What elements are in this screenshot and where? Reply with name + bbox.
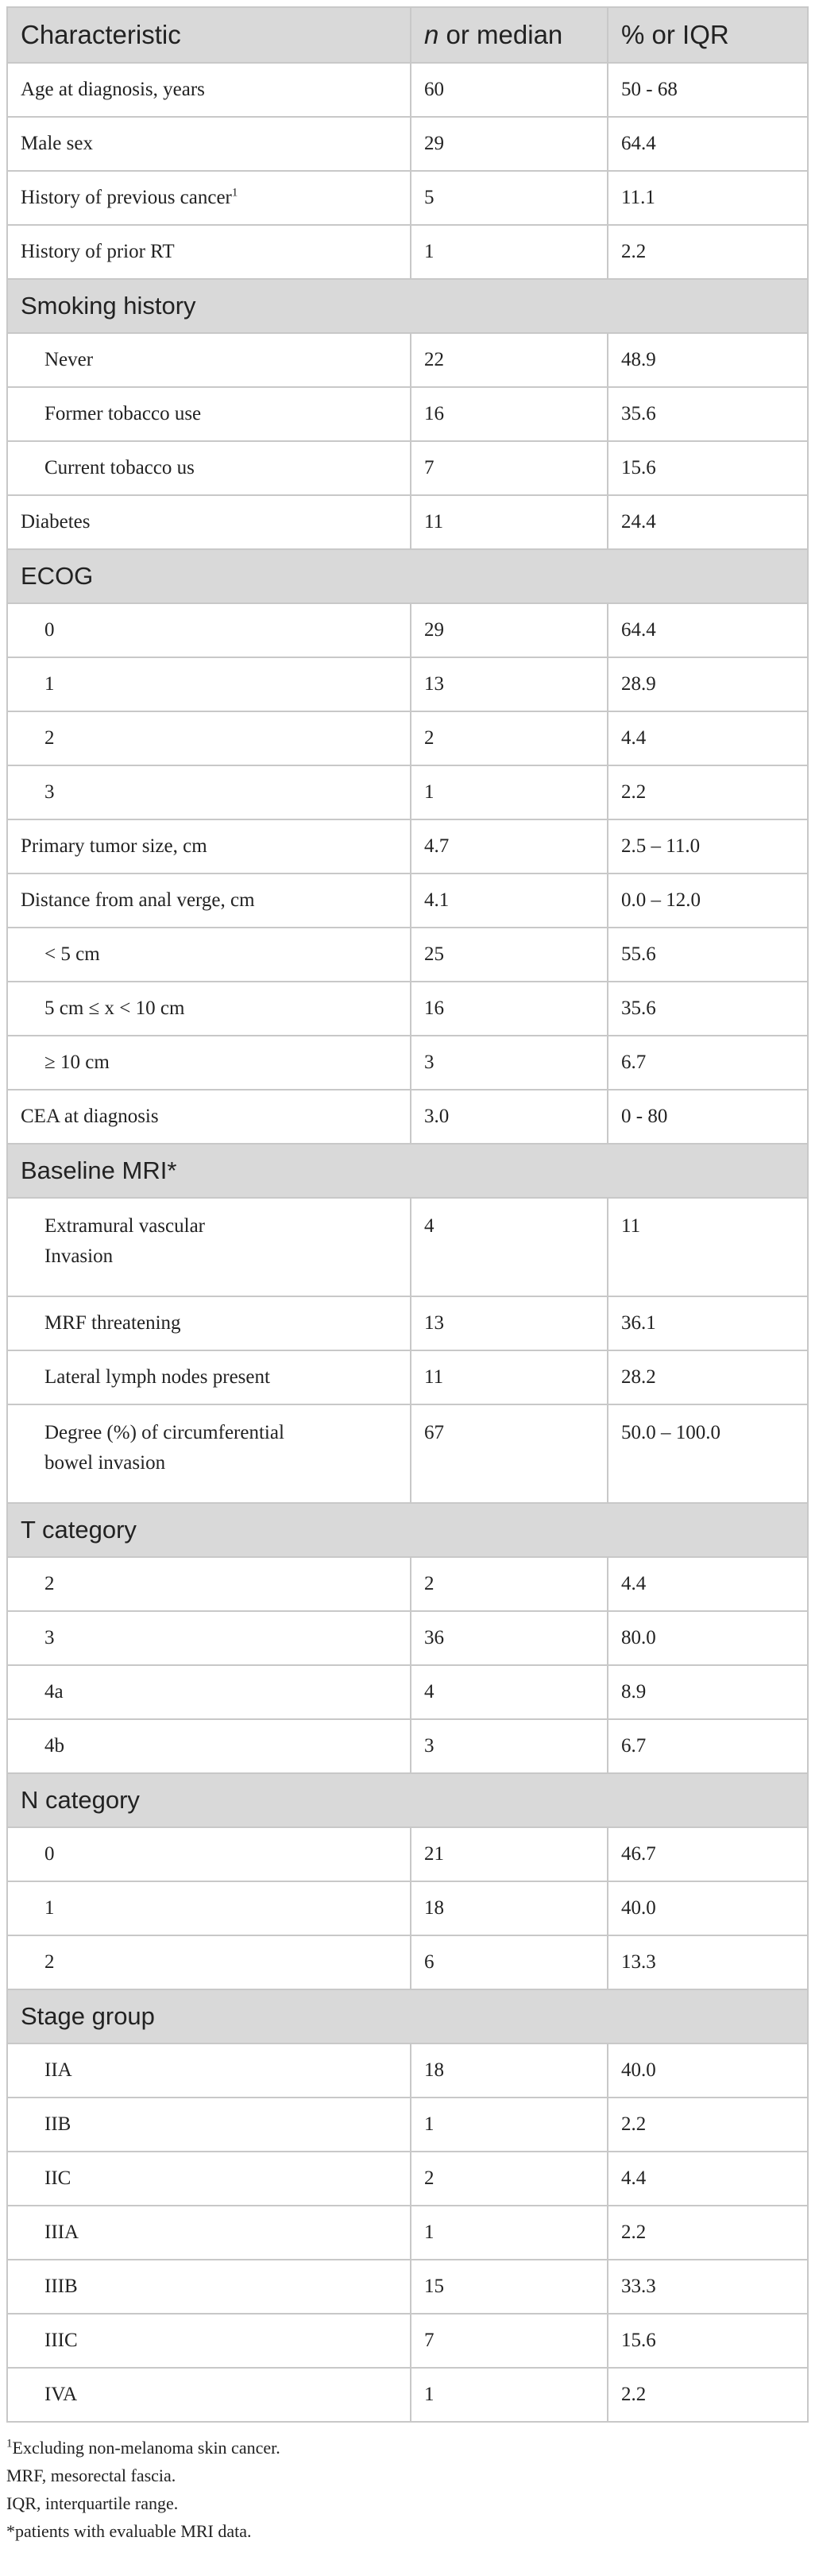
table-row <box>7 2206 808 2260</box>
row-n: 15 <box>411 2260 608 2314</box>
section-smoking-history: Smoking history <box>7 279 808 333</box>
row-pct: 24.4 <box>608 495 808 549</box>
row-pct: 15.6 <box>608 441 808 495</box>
row-label-line1: Degree (%) of circumferential <box>44 1422 284 1443</box>
row-n: 2 <box>411 711 608 765</box>
row-label: Lateral lymph nodes present <box>7 1350 411 1404</box>
row-n: 13 <box>411 1296 608 1350</box>
row-n: 21 <box>411 1827 608 1881</box>
table-row <box>7 819 808 874</box>
table-row <box>7 1350 808 1404</box>
section-header-row <box>7 1989 808 2043</box>
row-label: MRF threatening <box>7 1296 411 1350</box>
table-row <box>7 2314 808 2368</box>
row-n: 4.7 <box>411 819 608 874</box>
row-label: 0 <box>7 1827 411 1881</box>
row-pct: 40.0 <box>608 2043 808 2098</box>
row-n: 2 <box>411 1557 608 1611</box>
row-pct: 36.1 <box>608 1296 808 1350</box>
row-n: 29 <box>411 603 608 657</box>
row-n: 11 <box>411 495 608 549</box>
section-header-row <box>7 1773 808 1827</box>
section-n-category: N category <box>7 1773 808 1827</box>
table-row <box>7 1404 808 1503</box>
row-label: 2 <box>7 1557 411 1611</box>
row-n: 2 <box>411 2152 608 2206</box>
row-pct: 48.9 <box>608 333 808 387</box>
row-pct: 2.2 <box>608 765 808 819</box>
row-pct: 35.6 <box>608 982 808 1036</box>
row-pct: 55.6 <box>608 928 808 982</box>
table-row <box>7 874 808 928</box>
row-label: Never <box>7 333 411 387</box>
table-row <box>7 2152 808 2206</box>
row-pct: 6.7 <box>608 1036 808 1090</box>
row-pct: 64.4 <box>608 603 808 657</box>
row-pct: 40.0 <box>608 1881 808 1935</box>
table-row <box>7 928 808 982</box>
row-n: 7 <box>411 2314 608 2368</box>
row-n: 1 <box>411 765 608 819</box>
row-n: 1 <box>411 2206 608 2260</box>
header-n-or-median <box>411 7 608 63</box>
row-label: 1 <box>7 657 411 711</box>
row-label-cell <box>7 171 411 225</box>
row-label-line2: Invasion <box>44 1245 114 1267</box>
row-n: 11 <box>411 1350 608 1404</box>
table-row <box>7 2098 808 2152</box>
row-n: 67 <box>411 1404 608 1503</box>
row-label: 3 <box>7 765 411 819</box>
table-row <box>7 1296 808 1350</box>
row-label-line2: bowel invasion <box>44 1452 166 1474</box>
table-row <box>7 1557 808 1611</box>
header-pct-or-iqr: % or IQR <box>608 7 808 63</box>
row-label: 4b <box>7 1719 411 1773</box>
row-n: 3 <box>411 1036 608 1090</box>
row-label: 0 <box>7 603 411 657</box>
row-pct: 6.7 <box>608 1719 808 1773</box>
table-row <box>7 1090 808 1144</box>
row-n: 1 <box>411 225 608 279</box>
row-pct: 8.9 <box>608 1665 808 1719</box>
row-pct: 64.4 <box>608 117 808 171</box>
table-row <box>7 982 808 1036</box>
row-label: 2 <box>7 1935 411 1989</box>
table-row <box>7 765 808 819</box>
table-row <box>7 1036 808 1090</box>
row-pct: 50.0 – 100.0 <box>608 1404 808 1503</box>
row-label: < 5 cm <box>7 928 411 982</box>
table-row <box>7 603 808 657</box>
table-row <box>7 225 808 279</box>
table-row <box>7 117 808 171</box>
row-label: IIB <box>7 2098 411 2152</box>
row-label: 4a <box>7 1665 411 1719</box>
table-row <box>7 1665 808 1719</box>
row-n: 7 <box>411 441 608 495</box>
row-n: 60 <box>411 63 608 117</box>
row-pct: 15.6 <box>608 2314 808 2368</box>
section-t-category: T category <box>7 1503 808 1557</box>
row-label-cell <box>7 1404 411 1503</box>
section-header-row <box>7 549 808 603</box>
header-characteristic: Characteristic <box>7 7 411 63</box>
table-row <box>7 1719 808 1773</box>
row-label: Distance from anal verge, cm <box>7 874 411 928</box>
row-label-cell <box>7 1198 411 1296</box>
row-pct: 46.7 <box>608 1827 808 1881</box>
row-label: IIIB <box>7 2260 411 2314</box>
footnote-marker: 1 <box>231 186 238 199</box>
row-n: 3 <box>411 1719 608 1773</box>
table-row <box>7 441 808 495</box>
row-label: IIIA <box>7 2206 411 2260</box>
section-header-row <box>7 279 808 333</box>
row-pct: 11.1 <box>608 171 808 225</box>
row-pct: 13.3 <box>608 1935 808 1989</box>
row-n: 1 <box>411 2098 608 2152</box>
row-pct: 11 <box>608 1198 808 1296</box>
row-label: IIIC <box>7 2314 411 2368</box>
row-label: Primary tumor size, cm <box>7 819 411 874</box>
table-row <box>7 2368 808 2422</box>
row-label: 3 <box>7 1611 411 1665</box>
row-pct: 50 - 68 <box>608 63 808 117</box>
row-n: 29 <box>411 117 608 171</box>
row-n: 3.0 <box>411 1090 608 1144</box>
footnote-1-marker: 1 <box>6 2437 13 2450</box>
table-row <box>7 2043 808 2098</box>
row-label: 1 <box>7 1881 411 1935</box>
row-label: History of previous cancer <box>21 187 232 208</box>
row-n: 4 <box>411 1665 608 1719</box>
section-baseline-mri: Baseline MRI* <box>7 1144 808 1198</box>
row-n: 25 <box>411 928 608 982</box>
footnote-4: *patients with evaluable MRI data. <box>6 2521 252 2541</box>
row-pct: 4.4 <box>608 1557 808 1611</box>
row-pct: 28.9 <box>608 657 808 711</box>
row-label: IVA <box>7 2368 411 2422</box>
footnote-1-text: Excluding non-melanoma skin cancer. <box>12 2438 280 2458</box>
table-row <box>7 63 808 117</box>
row-n: 6 <box>411 1935 608 1989</box>
row-n: 5 <box>411 171 608 225</box>
section-header-row <box>7 1503 808 1557</box>
section-stage-group: Stage group <box>7 1989 808 2043</box>
row-n: 22 <box>411 333 608 387</box>
row-pct: 4.4 <box>608 2152 808 2206</box>
row-label: IIC <box>7 2152 411 2206</box>
row-n: 1 <box>411 2368 608 2422</box>
row-pct: 2.2 <box>608 2206 808 2260</box>
row-label: Former tobacco use <box>7 387 411 441</box>
row-label: ≥ 10 cm <box>7 1036 411 1090</box>
row-label: CEA at diagnosis <box>7 1090 411 1144</box>
row-label: Current tobacco us <box>7 441 411 495</box>
section-header-row <box>7 1144 808 1198</box>
table-row <box>7 1827 808 1881</box>
table-row <box>7 1198 808 1296</box>
row-pct: 80.0 <box>608 1611 808 1665</box>
header-n-italic: n <box>424 20 439 49</box>
row-label: Diabetes <box>7 495 411 549</box>
table-row <box>7 333 808 387</box>
row-label: IIA <box>7 2043 411 2098</box>
table-row <box>7 2260 808 2314</box>
row-n: 13 <box>411 657 608 711</box>
table-row <box>7 711 808 765</box>
header-n-rest: or median <box>438 20 563 49</box>
row-pct: 0.0 – 12.0 <box>608 874 808 928</box>
row-label: 2 <box>7 711 411 765</box>
table-row <box>7 657 808 711</box>
row-pct: 2.2 <box>608 2098 808 2152</box>
footnote-1 <box>6 2434 807 2462</box>
footnote-2: MRF, mesorectal fascia. <box>6 2466 176 2485</box>
row-n: 18 <box>411 1881 608 1935</box>
row-label: 5 cm ≤ x < 10 cm <box>7 982 411 1036</box>
table-row <box>7 387 808 441</box>
row-n: 36 <box>411 1611 608 1665</box>
row-n: 18 <box>411 2043 608 2098</box>
row-pct: 35.6 <box>608 387 808 441</box>
row-pct: 0 - 80 <box>608 1090 808 1144</box>
row-n: 4.1 <box>411 874 608 928</box>
table-footnotes <box>6 2434 807 2545</box>
row-pct: 2.5 – 11.0 <box>608 819 808 874</box>
row-pct: 28.2 <box>608 1350 808 1404</box>
row-label-line1: Extramural vascular <box>44 1215 205 1237</box>
row-label: Male sex <box>7 117 411 171</box>
table-row <box>7 171 808 225</box>
characteristics-table <box>6 6 809 2423</box>
row-pct: 2.2 <box>608 225 808 279</box>
row-pct: 4.4 <box>608 711 808 765</box>
table-row <box>7 495 808 549</box>
row-label: Age at diagnosis, years <box>7 63 411 117</box>
footnote-3: IQR, interquartile range. <box>6 2493 179 2513</box>
row-pct: 2.2 <box>608 2368 808 2422</box>
row-n: 16 <box>411 982 608 1036</box>
row-label: History of prior RT <box>7 225 411 279</box>
table-row <box>7 1881 808 1935</box>
table-row <box>7 1935 808 1989</box>
row-pct: 33.3 <box>608 2260 808 2314</box>
row-n: 16 <box>411 387 608 441</box>
row-n: 4 <box>411 1198 608 1296</box>
header-row <box>7 7 808 63</box>
section-ecog: ECOG <box>7 549 808 603</box>
table-row <box>7 1611 808 1665</box>
